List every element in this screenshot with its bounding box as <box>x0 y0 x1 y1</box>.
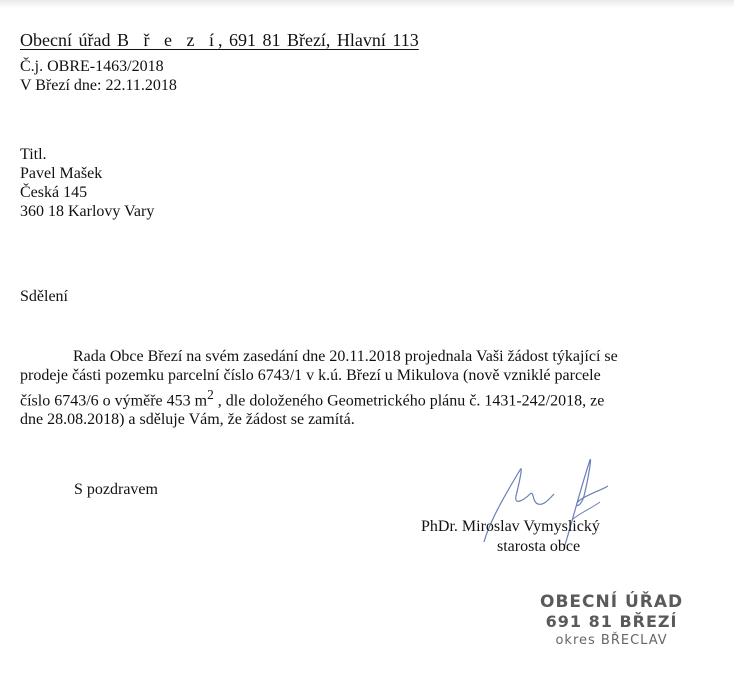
letterhead-village-name: B ř e z í <box>116 30 218 50</box>
body-line-4: dne 28.08.2018) a sděluje Vám, že žádost se zamítá. <box>20 411 355 429</box>
scan-edge-shadow <box>0 0 734 8</box>
letterhead-office-prefix: Obecní úřad <box>20 30 111 50</box>
body-line-3-text-b: , dle doloženého Geometrického plánu č. 1431-242/2018, ze <box>213 392 605 410</box>
body-line-2: prodeje části pozemku parcelní číslo 6743/1 v k.ú. Březí u Mikulova (nově vzniklé parcele <box>20 367 601 384</box>
subject-heading: Sdělení <box>20 288 68 305</box>
signatory-name: PhDr. Miroslav Vymyslický <box>421 518 600 535</box>
official-stamp <box>540 593 683 650</box>
date-line: V Březí dne: 22.11.2018 <box>20 77 177 94</box>
recipient-address <box>20 145 154 221</box>
body-line-1-text: Rada Obce Březí na svém zasedání dne 20.11.2018 projednala Vaši žádost týkající se <box>73 348 618 365</box>
letter-body <box>20 347 720 429</box>
recipient-street: Česká 145 <box>20 184 88 201</box>
stamp-line-1: OBECNÍ ÚŘAD <box>540 592 684 612</box>
body-line-3-text-a: číslo 6743/6 o výměře 453 m <box>20 392 208 410</box>
recipient-city: 360 18 Karlovy Vary <box>20 203 155 220</box>
signatory-role: starosta obce <box>497 538 581 555</box>
stamp-line-3: okres BŘECLAV <box>555 633 668 648</box>
closing-greeting: S pozdravem <box>74 481 158 498</box>
letterhead-address: , 691 81 Březí, Hlavní 113 <box>217 30 419 50</box>
letterhead <box>20 30 419 51</box>
area-unit-exponent: 2 <box>207 387 214 402</box>
recipient-title: Titl. <box>20 146 47 163</box>
body-line-3 <box>20 385 720 410</box>
stamp-line-2: 691 81 BŘEZÍ <box>545 612 678 631</box>
reference-block <box>20 57 177 95</box>
recipient-name: Pavel Mašek <box>20 165 103 182</box>
body-line-1 <box>20 347 720 366</box>
reference-number: Č.j. OBRE-1463/2018 <box>20 58 164 75</box>
